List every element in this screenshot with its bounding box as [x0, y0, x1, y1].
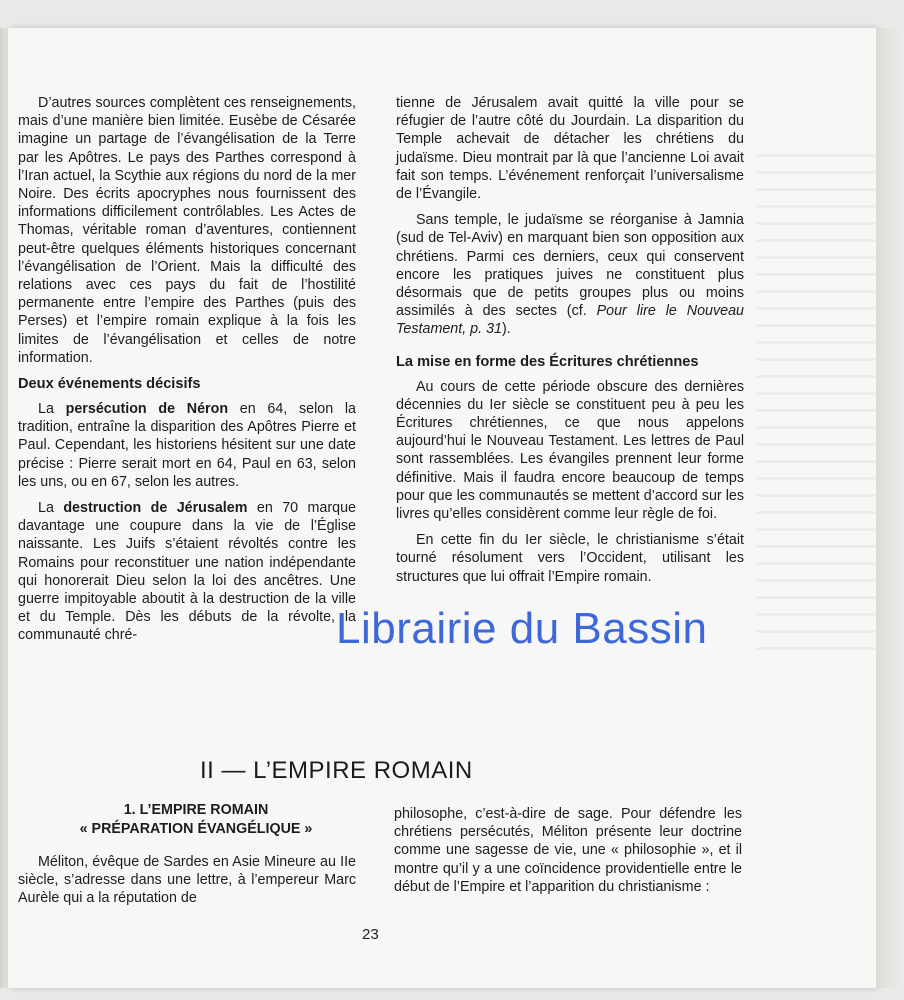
paragraph-turn-to-west: En cette fin du Ier siècle, le christianisme s’était tourné résolument vers l’Occident, utilisant les structures que lui offrait l’Empire romain. — [396, 532, 744, 585]
paragraph-judaism-reorganizes: Sans temple, le judaïsme se réorganise à Jamnia (sud de Tel-Aviv) en marquant bien son opposition aux chrétiens. Parmi ces derniers, ceux qui conservent encore les pratiques juives ne constituent plus désormais que de petits groupes plus ou moins assimilés à des sectes (cf. Pour lire le Nouveau Testament, p. 31). — [396, 212, 744, 338]
paragraph-nero-persecution: La persécution de Néron en 64, selon la tradition, entraîne la disparition des Apôtres Pierre et Paul. Cependant, les historiens hésitent sur une date précise : Pierre serait mort en 64, Paul en 63, selon les uns, ou en 67, selon les autres. — [18, 401, 356, 490]
term-nero-persecution: persécution de Néron — [65, 401, 229, 418]
paragraph-jerusalem-community: tienne de Jérusalem avait quitté la ville pour se réfugier de l’autre côté du Jourdain. La disparition du Temple achevait de détacher les chrétiens du judaïsme. Dieu montrait par là que l’ancienne Loi avait fait son temps. L’événement renforçait l’universalisme de l’Évangile. — [396, 95, 744, 203]
paragraph-writings-formation: Au cours de cette période obscure des dernières décennies du Ier siècle se constituent peu à peu les Écritures chrétiennes, ce que nous appelons aujourd’hui le Nouveau Testament. Les lettres de Paul sont rassemblées. Les évangiles prennent leur forme définitive. Mais il faudra encore beaucoup de temps pour que les communautés se mettent d’accord sur les livres qu’elles considèrent comme leur règle de foi. — [396, 378, 744, 523]
bottom-right-column — [394, 805, 742, 896]
section-title — [36, 801, 356, 839]
left-column — [18, 94, 356, 645]
page-number: 23 — [362, 926, 379, 943]
paragraph-jerusalem-destruction: La destruction de Jérusalem en 70 marque davantage une coupure dans la vie de l’Église naissante. Les Juifs s’étaient révoltés contre les Romains pour reconstituer une nation indépendante qui honorerait Dieu selon la loi des ancêtres. Une guerre impitoyable aboutit à la destruction de la ville et du Temple. Dès les débuts de la révolte, la communauté chré- — [18, 500, 357, 644]
term-jerusalem-destruction: destruction de Jérusalem — [63, 500, 248, 517]
book-reference: Pour lire le Nouveau Testament, p. 31 — [396, 303, 744, 338]
section-title-line2: « PRÉPARATION ÉVANGÉLIQUE » — [79, 821, 313, 837]
paragraph-meliton: Méliton, évêque de Sardes en Asie Mineure au IIe siècle, s’adresse dans une lettre, à l’empereur Marc Aurèle qui a la réputation de — [18, 854, 356, 907]
subheading-two-events: Deux événements décisifs — [18, 376, 201, 393]
paragraph-philosopher: philosophe, c’est-à-dire de sage. Pour défendre les chrétiens persécutés, Méliton présente leur doctrine comme une sagesse de vie, une « philosophie », et il montre qu’il y a une coïncidence providentielle entre le début de l’Empire et l’apparition du christianisme : — [394, 806, 742, 895]
facing-page-edge — [876, 28, 904, 988]
chapter-heading: II — L’EMPIRE ROMAIN — [200, 757, 473, 784]
subheading-christian-writings: La mise en forme des Écritures chrétiennes — [396, 353, 699, 370]
right-column — [396, 94, 744, 586]
bottom-left-column — [18, 853, 356, 908]
watermark: Librairie du Bassin — [336, 604, 708, 653]
paragraph-other-sources: D’autres sources complètent ces renseignements, mais d’une manière bien limitée. Eusèbe de Césarée imagine un partage de l’évangélisation de la Terre par les Apôtres. Le pays des Parthes correspond à l’Iran actuel, la Scythie aux régions du nord de la mer Noire. Des écrits apocryphes nous fournissent des informations difficilement contrôlables. Les Actes de Thomas, véritable roman d’aventures, contiennent peut-être quelques éléments historiques concernant l’évangélisation de l’Orient. Mais la difficulté des relations avec ces pays du fait de l’hostilité permanente entre l’empire des Parthes (puis des Perses) et l’empire romain explique à la fois les limites de l’évangélisation et celles de notre information. — [18, 95, 356, 366]
section-title-line1: 1. L’EMPIRE ROMAIN — [123, 802, 269, 818]
show-through-text — [756, 140, 876, 660]
